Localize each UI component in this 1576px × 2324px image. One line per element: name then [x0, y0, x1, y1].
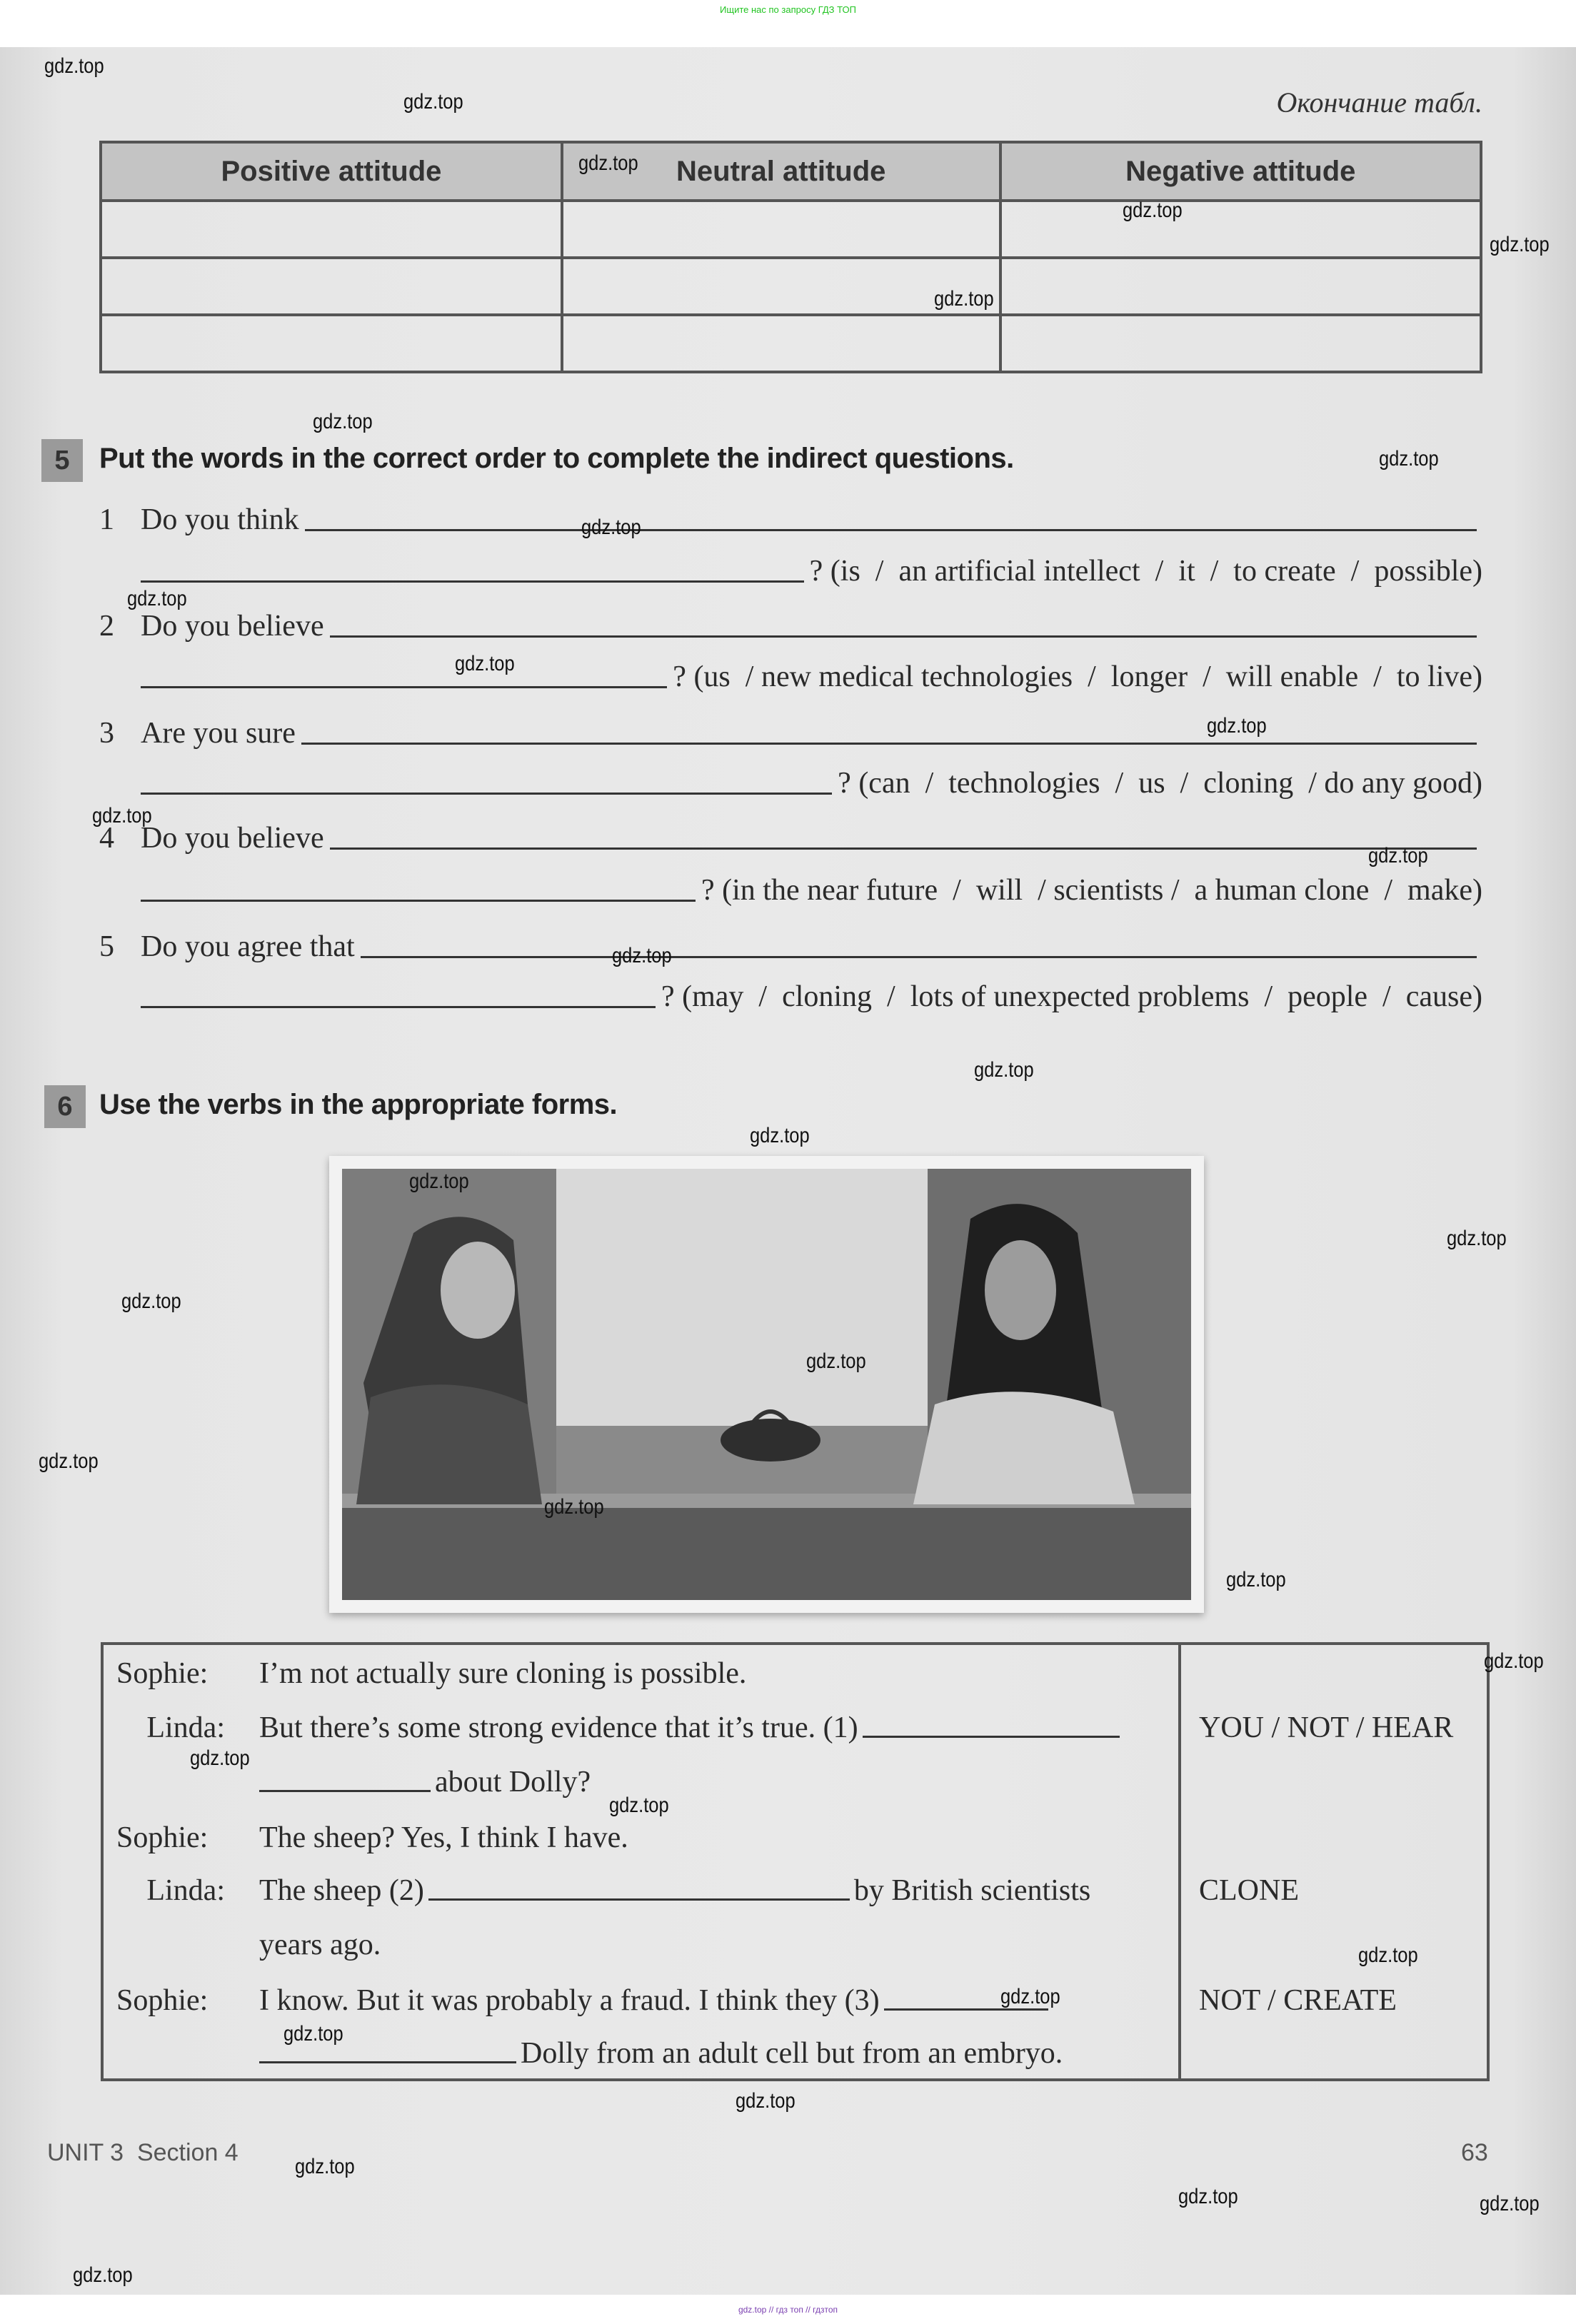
question-line [99, 820, 1482, 855]
question-number: 4 [99, 822, 114, 855]
watermark-text: gdz.top [974, 1058, 1034, 1082]
dialogue-line [259, 1711, 1124, 1745]
watermark-text: gdz.top [544, 1495, 604, 1519]
question-number: 2 [99, 610, 114, 643]
dialogue-text: by British scientists [853, 1874, 1091, 1907]
answer-blank[interactable] [141, 580, 804, 583]
question-line-continued [141, 978, 1482, 1014]
answer-blank[interactable] [330, 847, 1477, 850]
question-line-continued [141, 872, 1482, 907]
watermark-text: gdz.top [1484, 1649, 1544, 1673]
speaker-sophie: Sophie: [116, 1657, 209, 1690]
watermark-text: gdz.top [1123, 198, 1183, 222]
watermark-text: gdz.top [612, 944, 672, 967]
watermark-text: gdz.top [1178, 2185, 1238, 2208]
question-number: 5 [99, 930, 114, 963]
header-positive: Positive attitude [101, 142, 562, 201]
header-neutral: Neutral attitude [562, 142, 1000, 201]
dialogue-line [259, 1765, 591, 1799]
dialogue-line: The sheep? Yes, I think I have. [259, 1821, 628, 1854]
watermark-text: gdz.top [1480, 2192, 1540, 2215]
photo-two-women-talking [329, 1156, 1204, 1613]
watermark-text: gdz.top [73, 2263, 133, 2287]
watermark-text: gdz.top [1490, 233, 1550, 256]
question-line [99, 608, 1482, 643]
watermark-text: gdz.top [578, 151, 638, 175]
word-options: ? (us / new medical technologies / longer / will enable / to live) [673, 660, 1482, 693]
table-cell[interactable] [1000, 315, 1481, 372]
watermark-text: gdz.top [750, 1124, 810, 1147]
top-banner [0, 0, 1576, 47]
dialogue-text: about Dolly? [435, 1766, 591, 1799]
question-line-continued [141, 658, 1482, 694]
dialogue-table [101, 1642, 1490, 2081]
watermark-text: gdz.top [581, 515, 641, 539]
speaker-sophie: Sophie: [116, 1821, 209, 1854]
attitude-table [99, 141, 1482, 373]
dialogue-line [259, 2036, 1063, 2071]
speaker-linda: Linda: [146, 1874, 225, 1907]
watermark-text: gdz.top [736, 2089, 795, 2113]
question-number: 3 [99, 717, 114, 750]
dialogue-text: But there’s some strong evidence that it’s true. (1) [259, 1711, 858, 1744]
watermark-text: gdz.top [283, 2022, 343, 2046]
question-prompt: Are you sure [141, 717, 296, 750]
bottom-banner-text: gdz.top // гдз топ // гдзтоп [738, 2305, 838, 2315]
watermark-text: gdz.top [1000, 1985, 1060, 2008]
watermark-text: gdz.top [44, 54, 104, 78]
dialogue-line: years ago. [259, 1928, 381, 1961]
watermark-text: gdz.top [190, 1746, 250, 1770]
verb-cue-1: YOU / NOT / HEAR [1199, 1711, 1454, 1744]
exercise-5-badge: 5 [41, 439, 83, 482]
word-options: ? (can / technologies / us / cloning / do any good) [838, 767, 1482, 800]
watermark-text: gdz.top [403, 90, 463, 114]
dialogue-text: Dolly from an adult cell but from an embryo. [521, 2037, 1063, 2070]
watermark-text: gdz.top [92, 804, 152, 828]
table-cell[interactable] [101, 258, 562, 315]
table-cell[interactable] [101, 315, 562, 372]
dialogue-line: I’m not actually sure cloning is possible. [259, 1657, 747, 1690]
header-negative: Negative attitude [1000, 142, 1481, 201]
word-options: ? (is / an artificial intellect / it / to create / possible) [809, 555, 1482, 588]
answer-blank[interactable] [305, 529, 1477, 531]
word-options: ? (may / cloning / lots of unexpected problems / people / cause) [661, 980, 1482, 1013]
answer-blank-2[interactable] [428, 1898, 850, 1901]
table-cell[interactable] [101, 201, 562, 258]
watermark-text: gdz.top [1368, 844, 1428, 867]
answer-blank[interactable] [141, 793, 832, 795]
speaker-sophie: Sophie: [116, 1984, 209, 2017]
answer-blank[interactable] [301, 743, 1477, 745]
bottom-banner [0, 2295, 1576, 2324]
table-header-row [101, 142, 1481, 201]
watermark-text: gdz.top [1226, 1568, 1286, 1591]
answer-blank[interactable] [330, 635, 1477, 638]
question-prompt: Do you think [141, 503, 299, 536]
word-options: ? (in the near future / will / scientists / a human clone / make) [701, 874, 1482, 907]
watermark-text: gdz.top [1358, 1943, 1418, 1967]
table-cell[interactable] [1000, 201, 1481, 258]
question-line [99, 715, 1482, 750]
answer-blank-3-cont[interactable] [259, 2061, 516, 2063]
page-number: 63 [1461, 2139, 1488, 2166]
watermark-text: gdz.top [313, 410, 373, 433]
photo-illustration [342, 1169, 1191, 1600]
answer-blank-1-cont[interactable] [259, 1789, 431, 1792]
table-cell[interactable] [562, 201, 1000, 258]
question-line-continued [141, 765, 1482, 800]
question-prompt: Do you agree that [141, 930, 355, 963]
question-line-continued [141, 553, 1482, 588]
question-prompt: Do you believe [141, 610, 324, 643]
exercise-6-badge: 6 [44, 1085, 86, 1128]
answer-blank[interactable] [141, 686, 667, 688]
column-divider [1178, 1645, 1181, 2078]
question-number: 1 [99, 503, 114, 536]
watermark-text: gdz.top [39, 1449, 99, 1473]
watermark-text: gdz.top [609, 1794, 669, 1817]
question-line [99, 501, 1482, 537]
table-cell[interactable] [562, 315, 1000, 372]
watermark-text: gdz.top [1379, 447, 1439, 471]
top-banner-text: Ищите нас по запросу ГДЗ ТОП [720, 4, 856, 15]
watermark-text: gdz.top [455, 652, 515, 675]
watermark-text: gdz.top [409, 1169, 469, 1193]
dialogue-text: The sheep (2) [259, 1874, 424, 1907]
question-prompt: Do you believe [141, 822, 324, 855]
watermark-text: gdz.top [806, 1349, 866, 1373]
watermark-text: gdz.top [934, 287, 994, 311]
exercise-5-title: Put the words in the correct order to complete the indirect questions. [99, 443, 1014, 474]
dialogue-line [259, 1873, 1090, 1908]
answer-blank-1[interactable] [863, 1735, 1120, 1738]
watermark-text: gdz.top [121, 1289, 181, 1313]
dialogue-line [259, 1983, 1053, 2018]
dialogue-text: I know. But it was probably a fraud. I think they (3) [259, 1984, 880, 2017]
table-row [101, 201, 1481, 258]
watermark-text: gdz.top [1207, 714, 1267, 738]
watermark-text: gdz.top [295, 2155, 355, 2178]
watermark-text: gdz.top [1447, 1227, 1507, 1250]
answer-blank[interactable] [361, 956, 1477, 958]
watermark-text: gdz.top [127, 587, 187, 610]
speaker-linda: Linda: [146, 1711, 225, 1744]
table-continuation-label: Окончание табл. [1276, 86, 1482, 119]
exercise-6-title: Use the verbs in the appropriate forms. [99, 1089, 618, 1120]
table-cell[interactable] [1000, 258, 1481, 315]
verb-cue-2: CLONE [1199, 1874, 1299, 1907]
footer-unit-section: UNIT 3 Section 4 [47, 2139, 239, 2166]
table-row [101, 315, 1481, 372]
question-line [99, 928, 1482, 964]
answer-blank[interactable] [141, 900, 696, 902]
table-row [101, 258, 1481, 315]
answer-blank[interactable] [141, 1006, 656, 1008]
verb-cue-3: NOT / CREATE [1199, 1984, 1397, 2017]
